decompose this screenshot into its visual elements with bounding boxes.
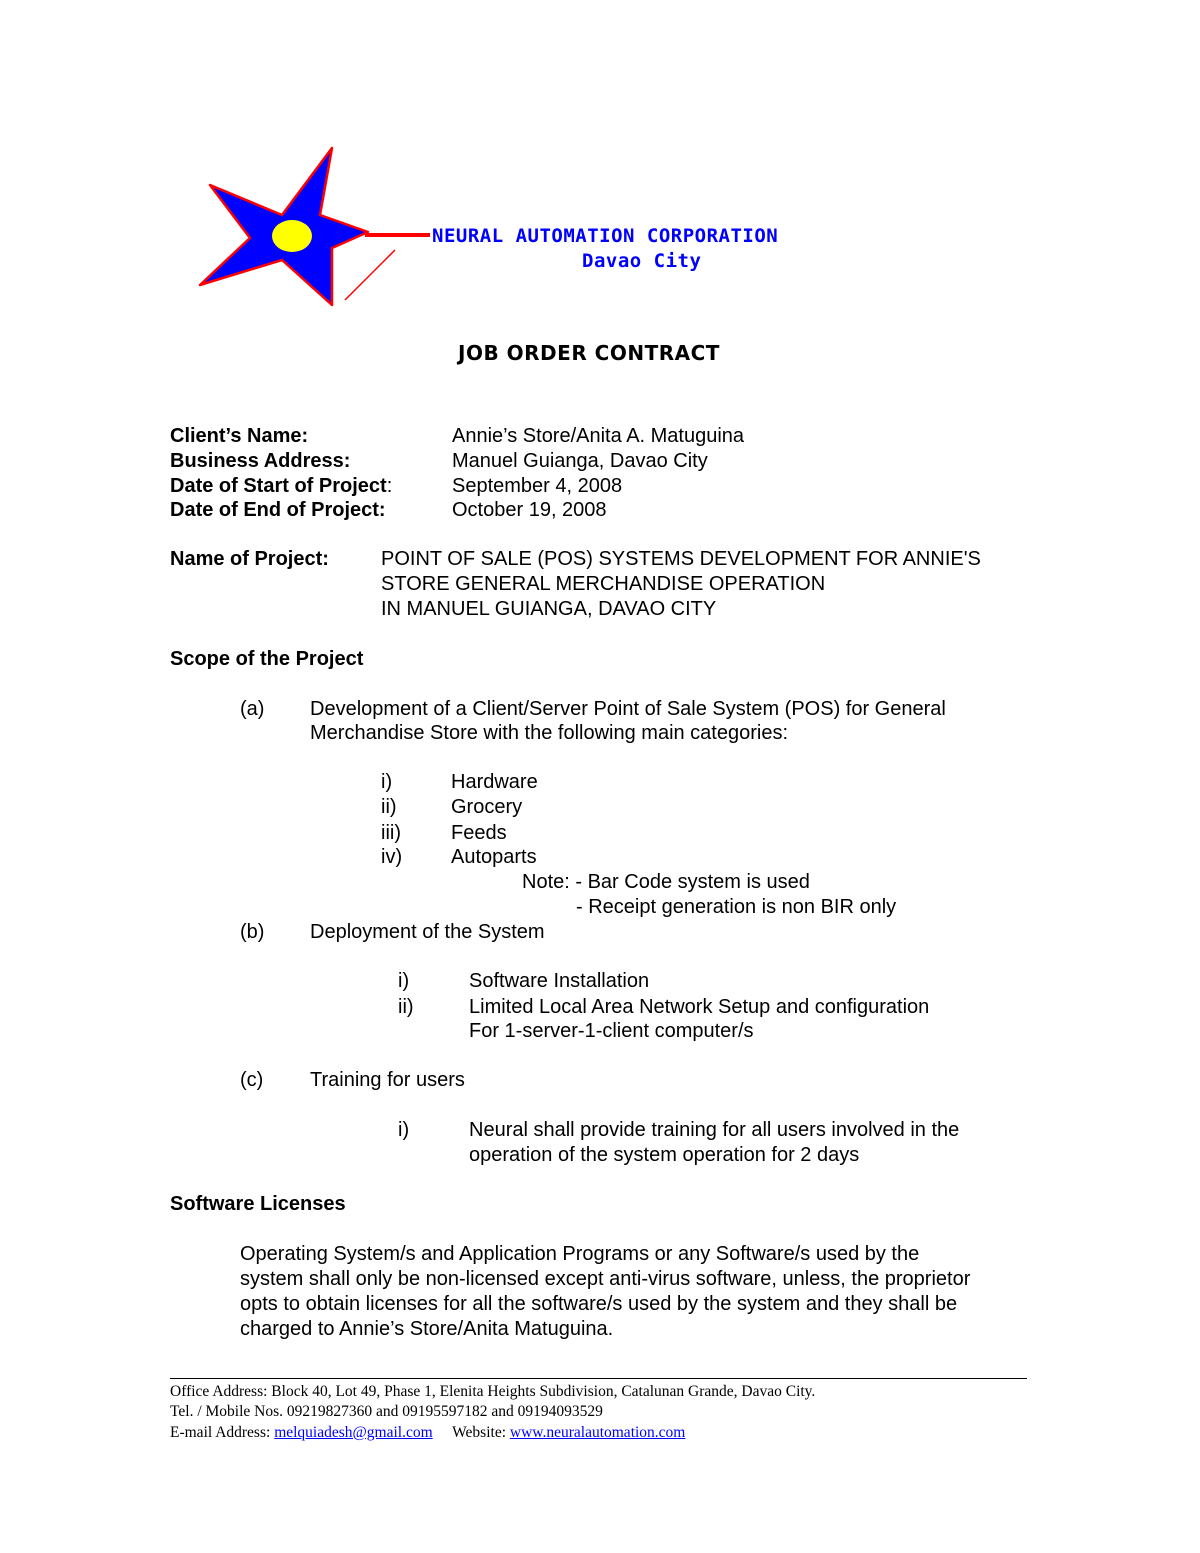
scope-heading: Scope of the Project — [170, 648, 364, 670]
website-label: Website: — [452, 1424, 507, 1441]
business-address-value: Manuel Guianga, Davao City — [452, 450, 708, 472]
deploy-marker: ii) — [398, 996, 414, 1018]
footer-phones: Tel. / Mobile Nos. 09219827360 and 09195597182 and 09194093529 — [170, 1403, 603, 1420]
category-item: Hardware — [451, 771, 538, 793]
scope-a-text: Development of a Client/Server Point of Sale System (POS) for General — [310, 698, 946, 720]
star-logo-icon — [190, 140, 440, 325]
licenses-heading: Software Licenses — [170, 1193, 346, 1215]
category-marker: i) — [381, 771, 393, 793]
scope-c-marker: (c) — [240, 1069, 264, 1091]
scope-b-marker: (b) — [240, 921, 265, 943]
website-link[interactable]: www.neuralautomation.com — [509, 1424, 686, 1441]
star-logo-dot — [272, 220, 312, 252]
scope-a-marker: (a) — [240, 698, 265, 720]
company-name: NEURAL AUTOMATION CORPORATION — [432, 225, 779, 247]
training-marker: i) — [398, 1119, 410, 1141]
note-line: Note: - Bar Code system is used — [522, 871, 810, 893]
start-date-label-text: Date of Start of Project — [170, 475, 387, 497]
end-date-value: October 19, 2008 — [452, 499, 607, 521]
category-marker: iv) — [381, 846, 403, 868]
licenses-text: charged to Annie’s Store/Anita Matuguina. — [240, 1318, 614, 1340]
star-logo-slash — [345, 250, 395, 300]
end-date-label: Date of End of Project: — [170, 499, 386, 521]
project-name-line: IN MANUEL GUIANGA, DAVAO CITY — [381, 598, 717, 620]
note-line: - Receipt generation is non BIR only — [576, 896, 897, 918]
deploy-item: Software Installation — [469, 970, 650, 992]
category-item: Autoparts — [451, 846, 537, 868]
training-text: operation of the system operation for 2 days — [469, 1144, 860, 1166]
training-text: Neural shall provide training for all users involved in the — [469, 1119, 960, 1141]
scope-c-text: Training for users — [310, 1069, 465, 1091]
scope-b-text: Deployment of the System — [310, 921, 545, 943]
licenses-text: system shall only be non-licensed except anti-virus software, unless, the proprietor — [240, 1268, 971, 1290]
footer-contact — [170, 1423, 685, 1443]
company-city: Davao City — [582, 250, 702, 272]
licenses-text: Operating System/s and Application Programs or any Software/s used by the — [240, 1243, 920, 1265]
scope-a-text: Merchandise Store with the following main categories: — [310, 722, 789, 744]
document-title: JOB ORDER CONTRACT — [458, 341, 720, 365]
category-item: Grocery — [451, 796, 523, 818]
project-name-line: POINT OF SALE (POS) SYSTEMS DEVELOPMENT FOR ANNIE'S — [381, 548, 981, 570]
email-label: E-mail Address: — [170, 1424, 271, 1441]
category-marker: iii) — [381, 822, 401, 844]
business-address-label: Business Address: — [170, 450, 351, 472]
client-name-label: Client’s Name: — [170, 425, 309, 447]
licenses-text: opts to obtain licenses for all the software/s used by the system and they shall be — [240, 1293, 958, 1315]
project-name-line: STORE GENERAL MERCHANDISE OPERATION — [381, 573, 826, 595]
start-date-label — [170, 474, 392, 498]
client-name-value: Annie’s Store/Anita A. Matuguina — [452, 425, 745, 447]
deploy-item: Limited Local Area Network Setup and configuration — [469, 996, 930, 1018]
deploy-marker: i) — [398, 970, 410, 992]
start-date-colon: : — [386, 475, 393, 497]
category-item: Feeds — [451, 822, 507, 844]
start-date-value: September 4, 2008 — [452, 475, 623, 497]
deploy-item-cont: For 1-server-1-client computer/s — [469, 1020, 754, 1042]
footer-divider — [170, 1378, 1027, 1379]
email-link[interactable]: melquiadesh@gmail.com — [274, 1424, 433, 1441]
project-name-label: Name of Project: — [170, 548, 329, 570]
category-marker: ii) — [381, 796, 397, 818]
footer-address: Office Address: Block 40, Lot 49, Phase 1, Elenita Heights Subdivision, Catalunan Grande, Davao City. — [170, 1383, 816, 1400]
